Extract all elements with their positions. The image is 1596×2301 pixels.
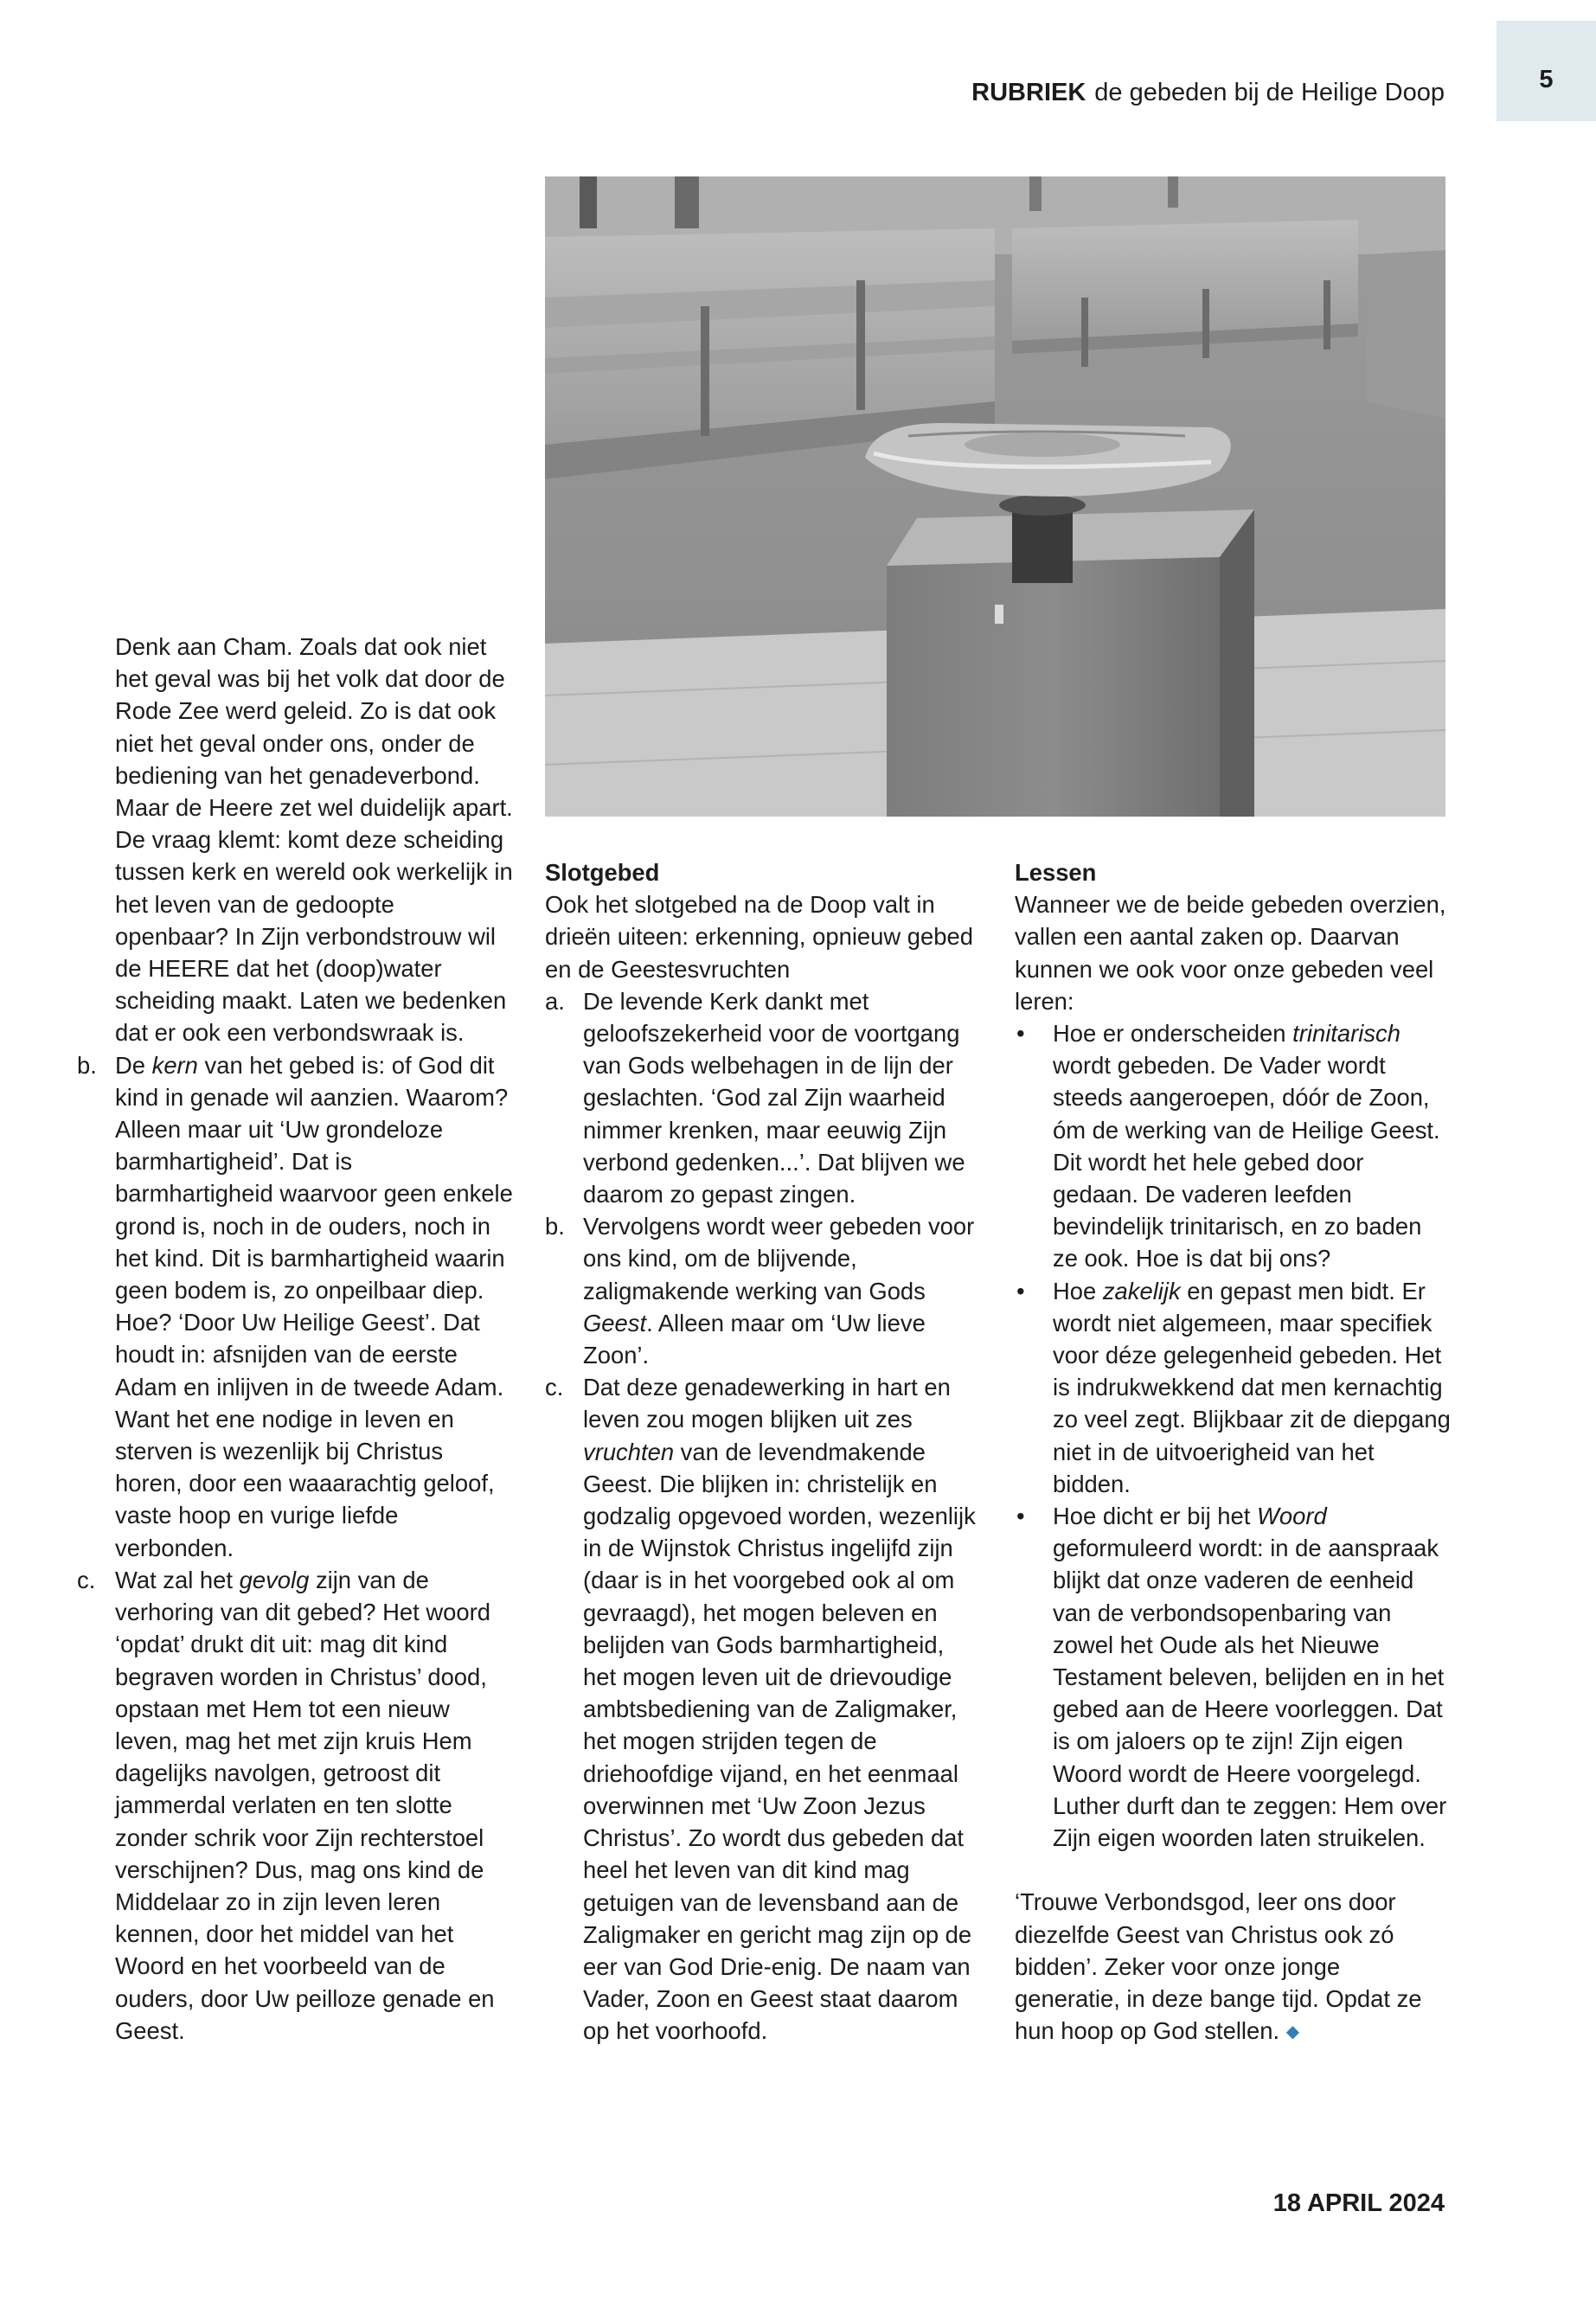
section-heading: Slotgebed <box>545 859 660 886</box>
text-run: . Alleen maar om ‘Uw lieve Zoon’. <box>583 1309 926 1369</box>
emphasis: vruchten <box>583 1438 675 1465</box>
issue-date: 18 APRIL 2024 <box>1272 2189 1445 2217</box>
text-column-3 <box>1015 856 1452 2048</box>
emphasis: kern <box>151 1051 198 1079</box>
text-column-1 <box>77 631 513 2047</box>
list-item <box>545 1371 977 2047</box>
bullet-item <box>1015 1017 1452 1275</box>
page-number: 5 <box>1539 66 1554 93</box>
text-run: geformuleerd wordt: in de aanspraak blijkt dat onze vaderen de eenheid van de verbondsopenbaring van zowel het Oude als het Nieuwe Testament beleven, belijden en in het gebed aan de Heere voorleggen. Dat is om jaloers op te zijn! Zijn eigen Woord wordt de Heere voorgelegd. Luther durft dan te zeggen: Hem over Zijn eigen woorden laten struikelen. <box>1053 1535 1447 1852</box>
text-run: Hoe er onderscheiden <box>1053 1020 1293 1048</box>
list-item <box>545 1210 977 1371</box>
emphasis: Geest <box>583 1309 647 1336</box>
emphasis: Woord <box>1257 1503 1327 1530</box>
list-marker: c. <box>77 1566 96 1593</box>
text-run: De <box>115 1051 152 1079</box>
text-run: Hoe <box>1053 1277 1103 1304</box>
baptismal-font-photo <box>545 176 1445 817</box>
running-header <box>971 78 1445 107</box>
list-marker: b. <box>545 1213 565 1240</box>
emphasis: trinitarisch <box>1292 1020 1401 1048</box>
emphasis: gevolg <box>239 1566 310 1593</box>
text-run: van het gebed is: of God dit kind in genade wil aanzien. Waarom? Alleen maar uit ‘Uw grondeloze barmhartigheid’. Dat is barmhartigheid waarvoor geen enkele grond is, noch in de ouders, noch in het kind. Dit is barmhartigheid waarin geen bodem is, zo onpeilbaar diep. Hoe? ‘Door Uw Heilige Geest’. Dat houdt in: afsnijden van de eerste Adam en inlijven in de tweede Adam. Want het ene nodige in leven en sterven is wezenlijk bij Christus horen, door een waaarachtig geloof, vaste hoop en vurige liefde verbonden. <box>115 1051 513 1561</box>
list-item <box>545 985 977 1210</box>
list-item <box>77 1564 513 2047</box>
bullet-marker: • <box>1016 1020 1025 1048</box>
text-run: wordt gebeden. De Vader wordt steeds aangeroepen, dóór de Zoon, óm de werking van de Heilige Geest. Dit wordt het hele gebed door gedaan. De vaderen leefden bevindelijk trinitarisch, en zo baden ze ook. Hoe is dat bij ons? <box>1053 1052 1440 1272</box>
bullet-item <box>1015 1500 1452 1854</box>
section-heading: Lessen <box>1015 859 1097 886</box>
emphasis: zakelijk <box>1102 1277 1181 1304</box>
photo-graphic <box>545 176 1445 817</box>
list-marker: a. <box>545 987 565 1015</box>
bullet-marker: • <box>1016 1503 1025 1530</box>
end-diamond-icon: ◆ <box>1285 2022 1300 2042</box>
paragraph: Ook het slotgebed na de Doop valt in drieën uiteen: erkenning, opnieuw gebed en de Geestesvruchten <box>545 891 973 983</box>
section-title: de gebeden bij de Heilige Doop <box>1094 79 1445 106</box>
list-marker: b. <box>77 1051 97 1079</box>
paragraph: Wanneer we de beide gebeden overzien, vallen een aantal zaken op. Daarvan kunnen we ook voor onze gebeden veel leren: <box>1015 891 1446 1015</box>
bullet-marker: • <box>1016 1277 1025 1304</box>
text-run: Hoe dicht er bij het <box>1053 1503 1257 1530</box>
text-run: Wat zal het <box>115 1566 240 1593</box>
text-run: Vervolgens wordt weer gebeden voor ons kind, om de blijvende, zaligmakende werking van Gods <box>583 1213 975 1304</box>
section-label: RUBRIEK <box>971 79 1086 106</box>
list-item <box>77 1049 513 1564</box>
spacer <box>1015 1854 1452 1886</box>
text-run: zijn van de verhoring van dit gebed? Het woord ‘opdat’ drukt dit uit: mag dit kind begraven worden in Christus’ dood, opstaan met Hem tot een nieuw leven, mag het met zijn kruis Hem dagelijks navolgen, getroost dit jammerdal verlaten en ten slotte zonder schrik voor Zijn rechterstoel verschijnen? Dus, mag ons kind de Middelaar zo in zijn leven leren kennen, door het middel van het Woord en het voorbeeld van de ouders, door Uw peilloze genade en Geest. <box>115 1566 495 2044</box>
paragraph: Denk aan Cham. Zoals dat ook niet het geval was bij het volk dat door de Rode Zee werd geleid. Zo is dat ook niet het geval onder ons, onder de bediening van het genadeverbond. Maar de Heere zet wel duidelijk apart. De vraag klemt: komt deze scheiding tussen kerk en wereld ook werkelijk in het leven van de gedoopte openbaar? In Zijn verbondstrouw wil de HEERE dat het (doop)water scheiding maakt. Laten we bedenken dat er ook een verbondswraak is. <box>115 633 513 1047</box>
text-run: De levende Kerk dankt met geloofszekerheid voor de voortgang van Gods welbehagen in de lijn der geslachten. ‘God zal Zijn waarheid nimmer krenken, maar eeuwig Zijn verbond gedenken...’. Dat blijven we daarom zo gepast zingen. <box>583 987 965 1208</box>
text-run: en gepast men bidt. Er wordt niet algemeen, maar specifiek voor déze gelegenheid gebeden. Het is indrukwekkend dat men kernachtig zo veel zegt. Blijkbaar zit de diepgang niet in de uitvoerigheid van het bidden. <box>1053 1277 1451 1497</box>
text-column-2 <box>545 856 977 2048</box>
closing-paragraph <box>1015 1886 1452 2048</box>
text-run: Dat deze genadewerking in hart en leven zou mogen blijken uit zes <box>583 1374 951 1433</box>
list-marker: c. <box>545 1374 564 1401</box>
text-run: van de levendmakende Geest. Die blijken in: christelijk en godzalig opgevoed worden, wezenlijk in de Wijnstok Christus ingelijfd zijn (daar is in het voorgebed ook al om gevraagd), het mogen beleven en belijden van Gods barmhartigheid, het mogen leven uit de drievoudige ambtsbediening van de Zaligmaker, het mogen strijden tegen de driehoofdige vijand, en het eenmaal overwinnen met ‘Uw Zoon Jezus Christus’. Zo wordt dus gebeden dat heel het leven van dit kind mag getuigen van de levensband aan de Zaligmaker en gericht mag zijn op de eer van God Drie-enig. De naam van Vader, Zoon en Geest staat daarom op het voorhoofd. <box>583 1438 976 2045</box>
text-run: ‘Trouwe Verbondsgod, leer ons door diezelfde Geest van Christus ook zó bidden’. Zeker voor onze jonge generatie, in deze bange tijd. Opdat ze hun hoop op God stellen. <box>1015 1888 1422 2045</box>
bullet-item <box>1015 1275 1452 1500</box>
